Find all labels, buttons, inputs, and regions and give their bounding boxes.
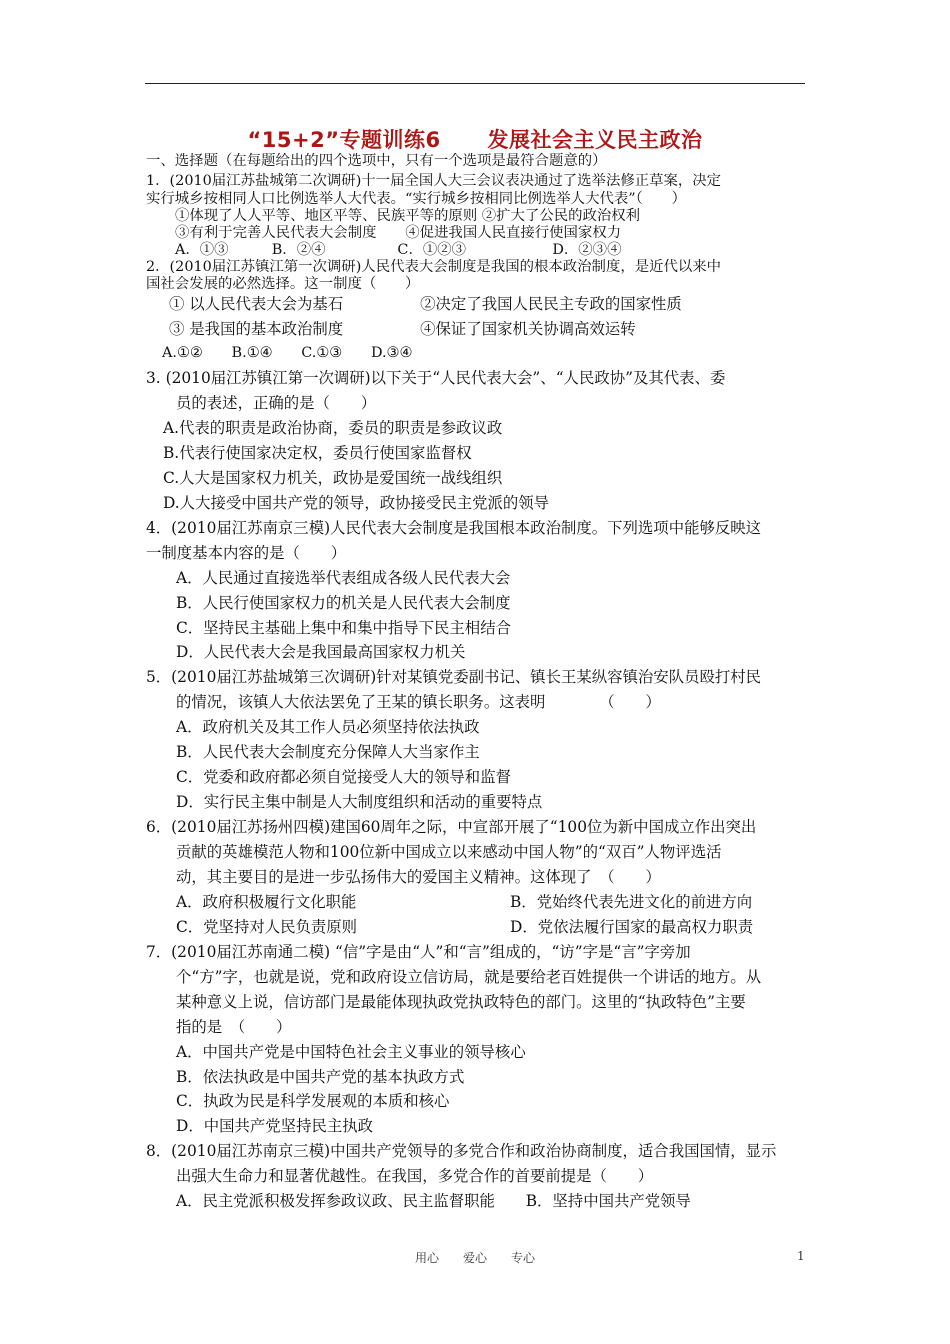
footer-text: 用心 爱心 专心: [414, 1251, 535, 1265]
text-line: 个“方”字，也就是说，党和政府设立信访局，就是要给老百姓提供一个讲话的地方。从: [176, 968, 762, 986]
text-line: B.代表行使国家决定权，委员行使国家监督权: [163, 444, 472, 462]
text-line: D．中国共产党坚持民主执政: [176, 1117, 374, 1135]
text-line: D．党依法履行国家的最高权力职责: [510, 918, 754, 936]
text-line: 指的是 （ ）: [176, 1018, 292, 1036]
text-line: 2．(2010届江苏镇江第一次调研)人民代表大会制度是我国的根本政治制度，是近代以来中: [146, 259, 722, 275]
text-line: 实行城乡按相同人口比例选举人大代表。“实行城乡按相同比例选举人大代表”（ ）: [146, 191, 686, 207]
text-line: A．人民通过直接选举代表组成各级人民代表大会: [176, 569, 511, 587]
page-title: “15+2”专题训练6 发展社会主义民主政治: [247, 128, 703, 152]
text-line: A．政府积极履行文化职能: [176, 893, 357, 911]
text-line: B．党始终代表先进文化的前进方向: [510, 893, 753, 911]
text-line: 1．(2010届江苏盐城第二次调研)十一届全国人大三会议表决通过了选举法修正草案，决定: [146, 173, 722, 189]
text-line: C．党委和政府都必须自觉接受人大的领导和监督: [176, 768, 511, 786]
text-line: 国社会发展的必然选择。这一制度（ ）: [146, 276, 420, 292]
text-line: C．坚持民主基础上集中和集中指导下民主相结合: [176, 619, 511, 637]
text-line: ③有利于完善人民代表大会制度 ④促进我国人民直接行使国家权力: [175, 225, 622, 241]
text-line: A．中国共产党是中国特色社会主义事业的领导核心: [176, 1043, 526, 1061]
text-line: C.人大是国家权力机关，政协是爱国统一战线组织: [163, 469, 503, 487]
text-line: B．依法执政是中国共产党的基本执政方式: [176, 1068, 465, 1086]
text-line: ① 以人民代表大会为基石 ②决定了我国人民民主专政的国家性质: [169, 295, 682, 313]
page-number: 1: [797, 1249, 805, 1263]
text-line: 贡献的英雄模范人物和100位新中国成立以来感动中国人物”的“双百”人物评选活: [176, 843, 722, 861]
text-line: A.代表的职责是政治协商，委员的职责是参政议政: [163, 419, 503, 437]
text-line: 4．(2010届江苏南京三模)人民代表大会制度是我国根本政治制度。下列选项中能够反映这: [146, 519, 762, 537]
header-rule: [145, 83, 805, 84]
text-line: ①体现了人人平等、地区平等、民族平等的原则 ②扩大了公民的政治权利: [175, 208, 641, 224]
text-line: 8．(2010届江苏南京三模)中国共产党领导的多党合作和政治协商制度，适合我国国情，显示: [146, 1142, 777, 1160]
text-line: 员的表述，正确的是（ ）: [176, 394, 377, 412]
text-line: B．人民行使国家权力的机关是人民代表大会制度: [176, 594, 511, 612]
text-line: 6．(2010届江苏扬州四模)建国60周年之际，中宣部开展了“100位为新中国成立作出突出: [146, 818, 757, 836]
text-line: 3. (2010届江苏镇江第一次调研)以下关于“人民代表大会”、“人民政协”及其代表、委: [146, 369, 726, 387]
text-line: ③ 是我国的基本政治制度 ④保证了国家机关协调高效运转: [169, 320, 636, 338]
text-line: B．人民代表大会制度充分保障人大当家作主: [176, 743, 480, 761]
text-line: A．民主党派积极发挥参政议政、民主监督职能 B．坚持中国共产党领导: [176, 1192, 691, 1210]
text-line: D．实行民主集中制是人大制度组织和活动的重要特点: [176, 793, 543, 811]
text-line: 的情况，该镇人大依法罢免了王某的镇长职务。这表明 （ ）: [176, 693, 661, 711]
text-line: A．①③ B．②④ C．①②③ D．②③④: [175, 242, 622, 258]
text-line: 一制度基本内容的是（ ）: [146, 544, 347, 562]
text-line: C．执政为民是科学发展观的本质和核心: [176, 1092, 450, 1110]
text-line: 一、选择题（在每题给出的四个选项中，只有一个选项是最符合题意的）: [146, 153, 607, 169]
text-line: 某种意义上说，信访部门是最能体现执政党执政特色的部门。这里的“执政特色”主要: [176, 993, 746, 1011]
text-line: A.①② B.①④ C.①③ D.③④: [162, 345, 413, 361]
text-line: D．人民代表大会是我国最高国家权力机关: [176, 643, 466, 661]
text-line: 7．(2010届江苏南通二模) “信”字是由“人”和“言”组成的，“访”字是“言”字旁加: [146, 943, 691, 961]
text-line: D.人大接受中国共产党的领导，政协接受民主党派的领导: [163, 494, 550, 512]
text-line: 动，其主要目的是进一步弘扬伟大的爱国主义精神。这体现了 （ ）: [176, 868, 661, 886]
text-line: A．政府机关及其工作人员必须坚持依法执政: [176, 718, 480, 736]
text-line: 出强大生命力和显著优越性。在我国，多党合作的首要前提是（ ）: [176, 1167, 654, 1185]
text-line: C．党坚持对人民负责原则: [176, 918, 358, 936]
text-line: 5．(2010届江苏盐城第三次调研)针对某镇党委副书记、镇长王某纵容镇治安队员殴打村民: [146, 668, 762, 686]
